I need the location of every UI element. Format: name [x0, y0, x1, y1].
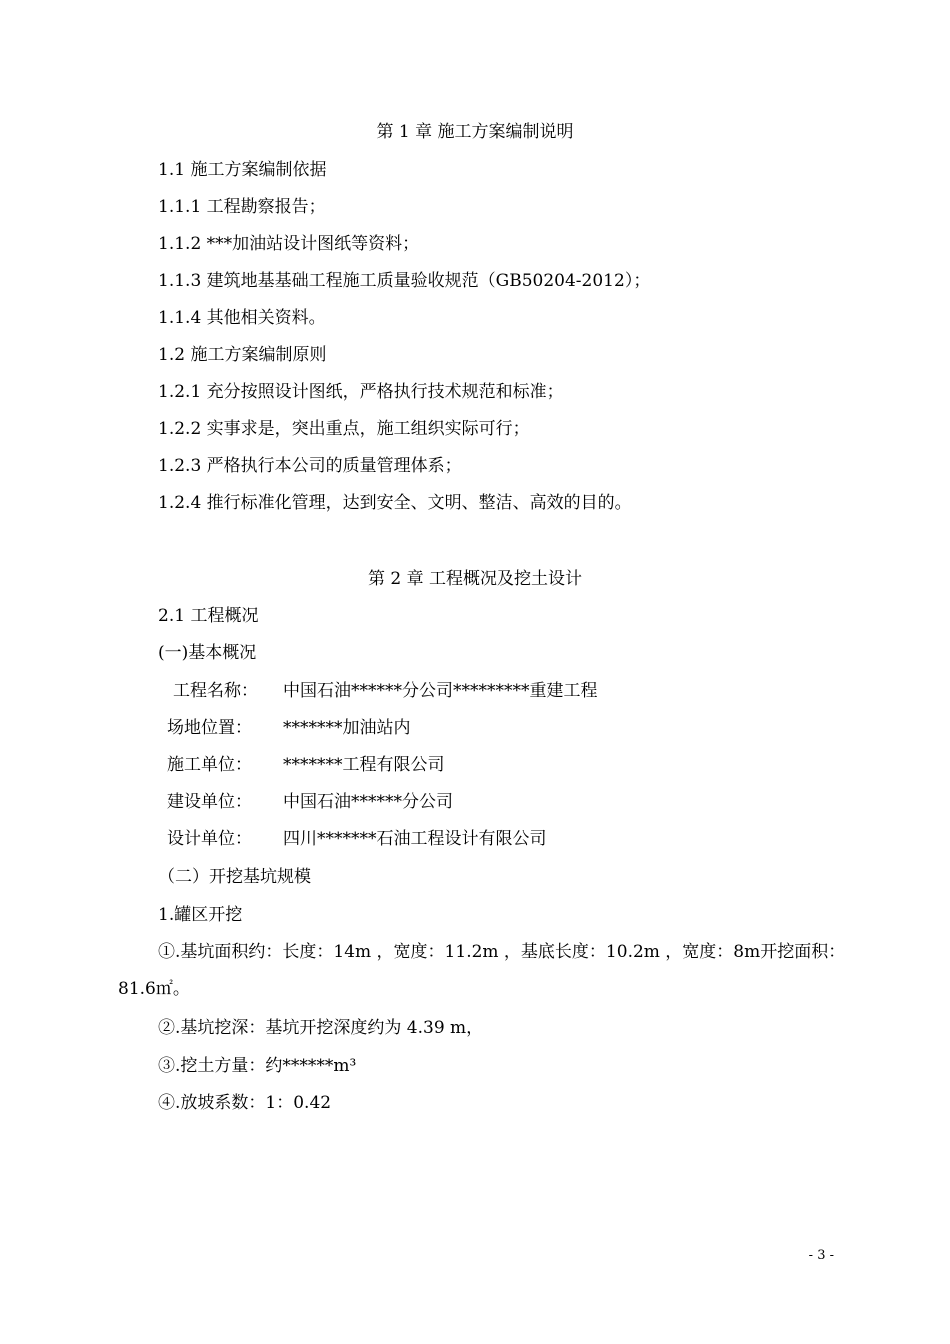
tank-area-heading: 1.罐区开挖 — [158, 905, 243, 925]
pit-area-item: ①.基坑面积约：长度：14m ，宽度：11.2m ，基底长度：10.2m ，宽度：8m开挖面积：81.6㎡。 — [118, 942, 846, 999]
info-value: 中国石油******分公司*********重建工程 — [283, 681, 598, 701]
section-1-2-3: 1.2.3 严格执行本公司的质量管理体系； — [158, 456, 462, 476]
chapter-1-title: 第 1 章 施工方案编制说明 — [376, 122, 574, 142]
section-1-1-1: 1.1.1 工程勘察报告； — [158, 197, 326, 217]
info-row — [167, 828, 547, 850]
basic-overview-heading: (一)基本概况 — [158, 643, 257, 663]
section-1-2: 1.2 施工方案编制原则 — [158, 345, 327, 365]
info-value: 中国石油******分公司 — [283, 792, 453, 812]
pit-depth-item: ②.基坑挖深：基坑开挖深度约为 4.39 m， — [158, 1018, 484, 1038]
info-label: 设计单位： — [167, 829, 252, 849]
section-1-1: 1.1 施工方案编制依据 — [158, 160, 327, 180]
section-2-1: 2.1 工程概况 — [158, 606, 259, 626]
earthwork-volume-item: ③.挖土方量：约******m³ — [158, 1056, 357, 1076]
section-1-2-4: 1.2.4 推行标准化管理，达到安全、文明、整洁、高效的目的。 — [158, 493, 632, 513]
info-label: 工程名称： — [173, 681, 258, 701]
section-1-1-3: 1.1.3 建筑地基基础工程施工质量验收规范（GB50204-2012）； — [158, 271, 651, 291]
info-value: *******工程有限公司 — [283, 755, 445, 775]
info-row — [167, 717, 411, 739]
info-row — [167, 754, 445, 776]
excavation-scale-heading: （二）开挖基坑规模 — [158, 867, 311, 887]
info-row — [173, 680, 598, 702]
section-1-2-2: 1.2.2 实事求是，突出重点，施工组织实际可行； — [158, 419, 530, 439]
section-1-2-1: 1.2.1 充分按照设计图纸，严格执行技术规范和标准； — [158, 382, 564, 402]
page-number: - 3 - — [808, 1248, 834, 1263]
section-1-1-2: 1.1.2 ***加油站设计图纸等资料； — [158, 234, 420, 254]
info-label: 场地位置： — [167, 718, 252, 738]
info-value: *******加油站内 — [283, 718, 411, 738]
info-row — [167, 791, 453, 813]
info-label: 建设单位： — [167, 792, 252, 812]
chapter-2-title: 第 2 章 工程概况及挖土设计 — [367, 569, 583, 589]
info-value: 四川*******石油工程设计有限公司 — [283, 829, 547, 849]
section-1-1-4: 1.1.4 其他相关资料。 — [158, 308, 326, 328]
slope-coefficient-item: ④.放坡系数：1：0.42 — [158, 1093, 332, 1113]
info-label: 施工单位： — [167, 755, 252, 775]
